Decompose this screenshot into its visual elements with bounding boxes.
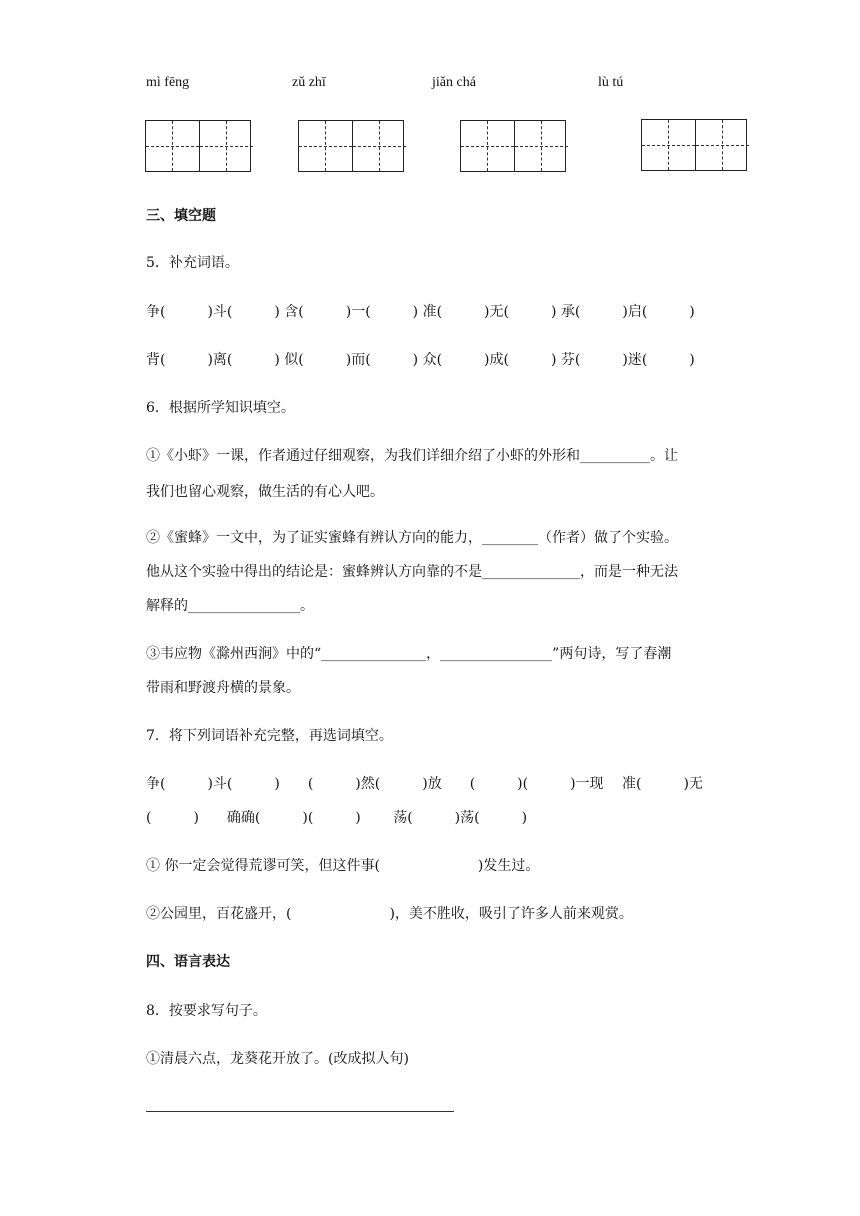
question-text: ②公园里，百花盛开，( )，美不胜收，吸引了许多人前来观赏。 [146,906,633,922]
question-text: ②《蜜蜂》一文中，为了证实蜜蜂有辨认方向的能力，________（作者）做了个实验。 [146,530,678,546]
section-title: 三、填空题 [146,208,216,224]
grid-cell[interactable] [146,121,199,171]
writing-grid-4[interactable] [641,119,747,171]
question-text: 他从这个实验中得出的结论是：蜜蜂辨认方向靠的不是______________，而是一种无法 [146,564,678,580]
word-fill-row: 争( )斗( ) 含( )一( ) 准( )无( ) 承( )启( ) [146,304,695,320]
grid-cell[interactable] [299,121,352,171]
grid-cell[interactable] [352,121,406,171]
word-fill-row: 背( )离( ) 似( )而( ) 众( )成( ) 芬( )迷( ) [146,352,695,368]
question-text: ①清晨六点，龙葵花开放了。(改成拟人句) [146,1051,409,1067]
grid-cell[interactable] [514,121,568,171]
question-title: 7．将下列词语补充完整，再选词填空。 [146,728,393,744]
pinyin-2: zǔ zhī [292,75,326,90]
grid-cell[interactable] [199,121,253,171]
question-text: ① 你一定会觉得荒谬可笑，但这件事( )发生过。 [146,858,540,874]
grid-cell[interactable] [695,120,749,170]
section-title: 四、语言表达 [146,954,230,970]
question-text: 解释的________________。 [146,598,314,614]
question-text: 我们也留心观察，做生活的有心人吧。 [146,484,384,500]
writing-grid-1[interactable] [145,120,251,172]
pinyin-3: jiǎn chá [432,75,476,90]
question-text: ③韦应物《滁州西涧》中的“_______________，________________”两句诗，写了春潮 [146,646,672,662]
pinyin-1: mì fēng [146,75,190,90]
pinyin-4: lù tú [598,75,624,90]
question-text: 带雨和野渡舟横的景象。 [146,680,300,696]
word-fill-row: 争( )斗( ) ( )然( )放 ( )( )一现 准( )无 [146,776,703,792]
question-text: ①《小虾》一课，作者通过仔细观察，为我们详细介绍了小虾的外形和__________。让 [146,448,678,464]
question-title: 5．补充词语。 [146,255,239,271]
question-title: 8．按要求写句子。 [146,1003,267,1019]
writing-grid-2[interactable] [298,120,404,172]
question-title: 6．根据所学知识填空。 [146,400,295,416]
grid-cell[interactable] [461,121,514,171]
word-fill-row: ( ) 确确( )( ) 荡( )荡( ) [146,810,528,826]
grid-cell[interactable] [642,120,695,170]
writing-grid-3[interactable] [460,120,566,172]
answer-line[interactable] [146,1111,454,1112]
